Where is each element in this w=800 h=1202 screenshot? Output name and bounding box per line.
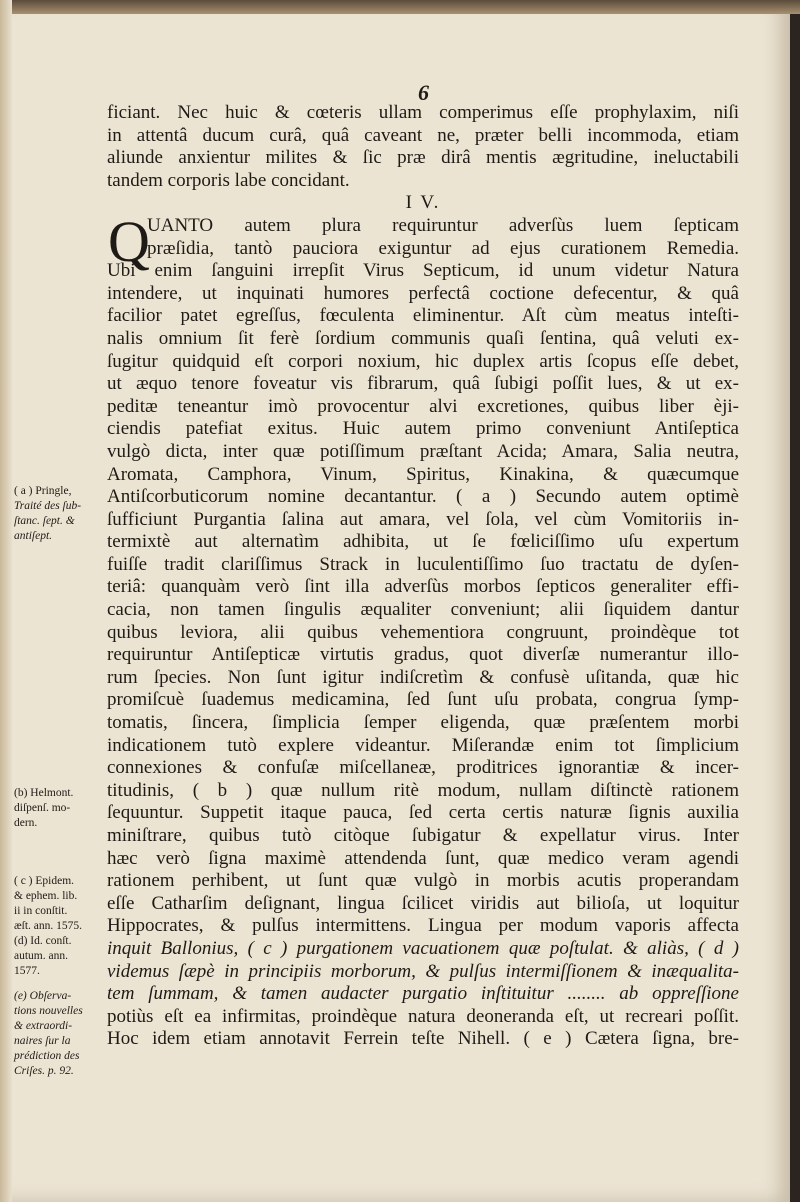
note-line: diſpenſ. mo- — [14, 802, 71, 814]
note-line: (e) Obſerva- — [14, 990, 72, 1002]
text-line: aliunde anxientur milites & ſic præ dirâ mentis ægritudine, ineluctabili — [107, 147, 739, 169]
text-line: teriâ: quanquàm verò ſint illa adverſùs morbos ſepticos generaliter effi- — [107, 576, 739, 598]
text-line: tomatis, ſincera, ſimplicia ſemper eligenda, quæ præſentem morbi — [107, 712, 739, 734]
text-line: intendere, ut inquinati humores perfectâ coctione defecentur, & quâ — [107, 282, 739, 304]
text-line: Hoc idem etiam annotavit Ferrein teſte Nihell. ( e ) Cætera ſigna, bre- — [107, 1028, 739, 1050]
text-line: inquit Ballonius, ( c ) purgationem vacuationem quæ poſtulat. & aliàs, ( d ) — [107, 937, 739, 959]
text-line: videmus ſæpè in principiis morborum, & pulſus intermiſſionem & inæqualita- — [107, 960, 739, 982]
note-line: 1577. — [14, 965, 40, 977]
page-number: 6 — [418, 80, 429, 105]
margin-note-a — [14, 484, 106, 544]
text-line: rationem perhibent, ut ſunt quæ vulgò in morbis acutis properandam — [107, 870, 739, 892]
note-line: prédiction des — [14, 1050, 80, 1062]
margin-note-c-d — [14, 874, 106, 979]
text-line: cacia, non tamen ſingulis æqualiter conveniunt; alii ſiquidem dantur — [107, 599, 739, 621]
text-line: hæc verò ſigna maximè attendenda ſunt, quæ medico veram agendi — [107, 847, 739, 869]
margin-note-e — [14, 989, 106, 1079]
text-line: in attentâ ducum curâ, quâ caveant ne, præter belli incommoda, etiam — [107, 124, 739, 146]
note-line: æſt. ann. 1575. — [14, 920, 83, 932]
note-line: & extraordi- — [14, 1020, 73, 1032]
text-line: ut æquo tenore foveatur vis fibrarum, quâ ſubigi poſſit lues, & ut ex- — [107, 373, 739, 395]
note-line: Criſes. p. 92. — [14, 1065, 74, 1077]
text-line: quibus leviora, alii quibus vehementiora congruunt, proindèque tot — [107, 621, 739, 643]
page-gutter — [0, 0, 12, 1202]
note-line: Traité des ſub- — [14, 500, 82, 512]
note-line: ſtanc. ſept. & — [14, 515, 75, 527]
note-line: autum. ann. — [14, 950, 68, 962]
text-line: facilior patet egreſſus, fœculenta eliminentur. Aſt cùm meatus inteſti- — [107, 305, 739, 327]
text-line: promiſcuè ſuademus medicamina, ſed ſunt uſu probata, congrua ſymp- — [107, 689, 739, 711]
note-line: naires ſur la — [14, 1035, 71, 1047]
text-line: vulgò dicta, inter quæ potiſſimum præſtant Acida; Amara, Salia neutra, — [107, 440, 739, 462]
text-line: titudinis, ( b ) quæ nullum ritè modum, nullam diſtinctè rationem — [107, 779, 739, 801]
text-line: tandem corporis labe concidant. — [107, 169, 350, 191]
text-line: nalis omnium ſit ferè ſordium communis quaſi ſentina, quâ veluti ex- — [107, 327, 739, 349]
text-line: UANTO autem plura requiruntur adverſùs luem ſepticam — [147, 214, 739, 236]
binding-edge — [0, 0, 800, 14]
body-text — [107, 102, 739, 1051]
text-line: Aromata, Camphora, Vinum, Spiritus, Kinakina, & quæcumque — [107, 463, 739, 485]
drop-capital: Q — [108, 209, 150, 274]
section-heading: I V. — [405, 192, 441, 214]
note-line: & ephem. lib. — [14, 890, 78, 902]
text-line: requiruntur Antiſepticæ virtutis gradus, quot diverſæ numerantur illo- — [107, 644, 739, 666]
text-line: fuiſſe tradit clariſſimus Strack in luculentiſſimo ſuo tractatu de dyſen- — [107, 553, 739, 575]
text-line: ſugitur quidquid eſt corpori noxium, hic duplex artis ſcopus eſſe debet, — [107, 350, 739, 372]
text-line: Hippocrates, & pulſus intermittens. Lingua per modum vaporis affecta — [107, 915, 739, 937]
text-line: Antiſcorbuticorum nomine decantantur. ( a ) Secundo autem optimè — [107, 486, 739, 508]
note-line: tions nouvelles — [14, 1005, 83, 1017]
note-line: antiſept. — [14, 530, 53, 542]
note-line: ( c ) Epidem. — [14, 875, 75, 887]
text-line: eſſe Catharſim deſignant, lingua ſcilicet viridis aut bilioſa, ut loquitur — [107, 892, 739, 914]
text-line: connexiones & confuſæ miſcellaneæ, proditrices ignorantiæ & incer- — [107, 757, 739, 779]
text-line: Ubi enim ſanguini irrepſit Virus Septicum, id unum videtur Natura — [107, 260, 739, 282]
text-line: miniſtrare, quibus tutò citòque ſubigatur & expellatur virus. Inter — [107, 825, 739, 846]
text-line: termixtè aut alternatìm adhibita, ut ſe fœliciſſimo uſu expertum — [107, 531, 739, 553]
text-line: ficiant. Nec huic & cœteris ullam comperimus eſſe prophylaxim, niſi — [107, 102, 739, 123]
text-line: ciendis patefiat exitus. Huic autem primo conveniunt Antiſeptica — [107, 418, 739, 440]
text-line: ſufficiunt Purgantia ſalina aut amara, vel ſola, vel cùm Vomitoriis in- — [107, 508, 739, 530]
text-line: ſequuntur. Suppetit itaque pauca, ſed certa certis naturæ ſignis auxilia — [107, 802, 739, 824]
note-line: (d) Id. conſt. — [14, 935, 72, 947]
margin-note-b — [14, 786, 106, 831]
note-line: dern. — [14, 817, 38, 829]
text-line: potiùs eſt ea infirmitas, proindèque natura deoneranda eſt, ut recreari poſſit. — [107, 1005, 739, 1027]
text-line: tem ſummam, & tamen audacter purgatio inſtituitur ........ ab oppreſſione — [107, 983, 739, 1005]
text-line: indicationem tutò explere videantur. Miſerandæ enim tot ſimplicium — [107, 734, 739, 756]
text-line: præſidia, tantò pauciora exiguntur ad ejus curationem Remedia. — [147, 237, 739, 259]
note-line: ( a ) Pringle, — [14, 485, 72, 497]
note-line: (b) Helmont. — [14, 787, 74, 799]
text-line: rum ſpecies. Non ſunt igitur indiſcretìm & confusè uſitanda, quæ hic — [107, 666, 739, 688]
note-line: ii in conſtit. — [14, 905, 68, 917]
text-line: peditæ teneantur imò provocentur alvi excretiones, quibus liber èji- — [107, 395, 739, 417]
